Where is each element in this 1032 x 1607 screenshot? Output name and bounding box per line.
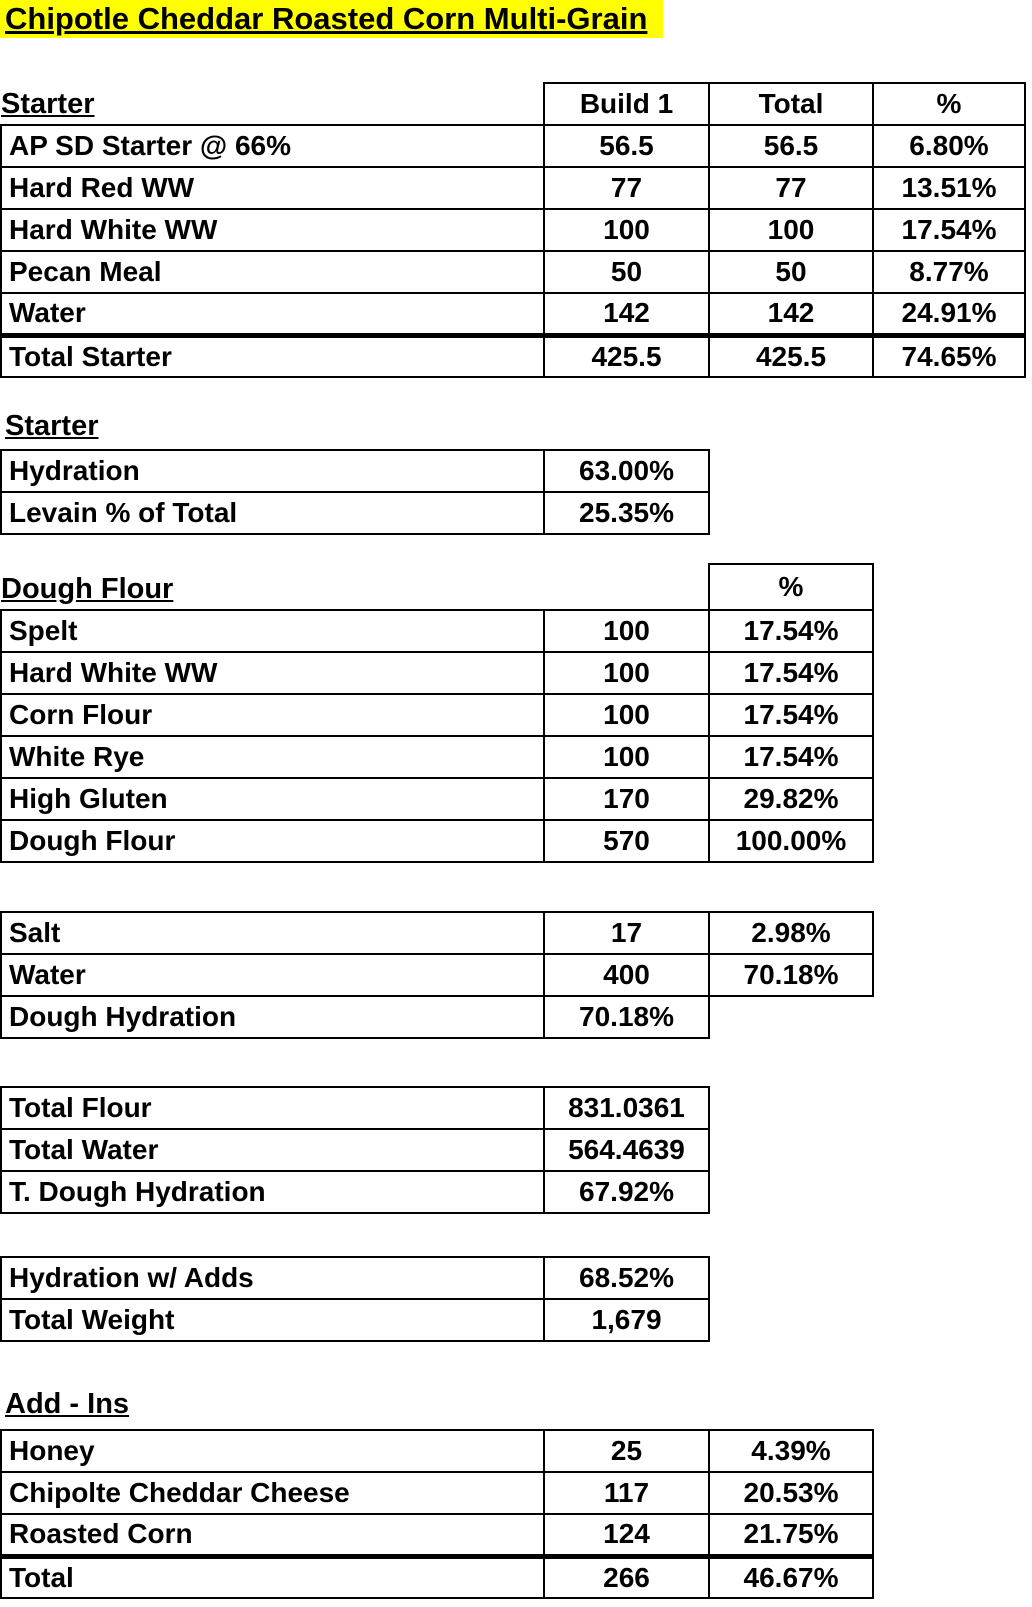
ingredient-label: Hard White WW: [1, 209, 544, 251]
amount-value: 400: [544, 954, 709, 996]
build1-value: 50: [544, 251, 709, 293]
amount-value: 117: [544, 1472, 709, 1514]
table-row: [1, 1514, 873, 1556]
column-header-pct: %: [873, 83, 1025, 125]
column-header-build1: Build 1: [544, 83, 709, 125]
add-ins-table: [0, 1429, 874, 1599]
stat-value: 1,679: [544, 1299, 709, 1341]
stat-value: 63.00%: [544, 450, 709, 492]
table-row: [1, 694, 873, 736]
stat-label: Hydration w/ Adds: [1, 1257, 544, 1299]
ingredient-label: Salt: [1, 912, 544, 954]
stat-value: 70.18%: [544, 996, 709, 1038]
ingredient-label: Hard White WW: [1, 652, 544, 694]
stat-value: 25.35%: [544, 492, 709, 534]
pct-value: 17.54%: [709, 736, 873, 778]
table-row: [1, 912, 873, 954]
pct-value: 70.18%: [709, 954, 873, 996]
column-header-total: Total: [709, 83, 873, 125]
table-row: [1, 1171, 709, 1213]
table-row: [1, 125, 1025, 167]
build1-value: 100: [544, 209, 709, 251]
table-row: [1, 610, 873, 652]
stat-value: 68.52%: [544, 1257, 709, 1299]
stat-value: 831.0361: [544, 1087, 709, 1129]
ingredient-label: Pecan Meal: [1, 251, 544, 293]
totals-table: [0, 1086, 710, 1214]
amount-value: 124: [544, 1514, 709, 1556]
amount-value: 170: [544, 778, 709, 820]
pct-value: 29.82%: [709, 778, 873, 820]
pct-value: 2.98%: [709, 912, 873, 954]
ingredient-label: AP SD Starter @ 66%: [1, 125, 544, 167]
build1-value: 425.5: [544, 335, 709, 377]
total-value: 56.5: [709, 125, 873, 167]
ingredient-label: White Rye: [1, 736, 544, 778]
ingredient-label: Dough Flour: [1, 820, 544, 862]
amount-value: 100: [544, 610, 709, 652]
spacer-cell: [709, 996, 873, 1038]
table-row: [1, 954, 873, 996]
table-row: [1, 251, 1025, 293]
table-row: [1, 820, 873, 862]
total-value: 100: [709, 209, 873, 251]
section-heading-add-ins: Add - Ins: [5, 1388, 130, 1420]
table-header-row: [1, 83, 1025, 125]
total-value: 142: [709, 293, 873, 335]
pct-value: 74.65%: [873, 335, 1025, 377]
section-heading-starter: Starter: [5, 410, 99, 442]
add-ins-total-row: [1, 1556, 873, 1598]
pct-value: 21.75%: [709, 1514, 873, 1556]
table-row: [1, 1472, 873, 1514]
ingredient-label: Chipolte Cheddar Cheese: [1, 1472, 544, 1514]
amount-value: 266: [544, 1556, 709, 1598]
table-header-row: [1, 564, 873, 610]
section-heading-dough-flour: Dough Flour: [1, 573, 174, 605]
total-value: 50: [709, 251, 873, 293]
build1-value: 56.5: [544, 125, 709, 167]
pct-value: 100.00%: [709, 820, 873, 862]
total-starter-row: [1, 335, 1025, 377]
ingredient-label: Honey: [1, 1430, 544, 1472]
table-row: [1, 1087, 709, 1129]
stat-label: T. Dough Hydration: [1, 1171, 544, 1213]
pct-value: 46.67%: [709, 1556, 873, 1598]
table-row: [1, 1299, 709, 1341]
table-row: [1, 1129, 709, 1171]
starter-build-heading: [1, 83, 544, 125]
total-value: 425.5: [709, 335, 873, 377]
ingredient-label: Hard Red WW: [1, 167, 544, 209]
table-row: [1, 167, 1025, 209]
pct-value: 24.91%: [873, 293, 1025, 335]
stat-value: 67.92%: [544, 1171, 709, 1213]
weight-table: [0, 1256, 710, 1342]
pct-value: 20.53%: [709, 1472, 873, 1514]
column-header-pct: %: [709, 564, 873, 610]
dough-flour-heading: [1, 564, 544, 610]
table-row: [1, 293, 1025, 335]
total-value: 77: [709, 167, 873, 209]
dough-hydration-row: [1, 996, 873, 1038]
stat-label: Total Water: [1, 1129, 544, 1171]
stat-label: Levain % of Total: [1, 492, 544, 534]
pct-value: 4.39%: [709, 1430, 873, 1472]
table-row: [1, 736, 873, 778]
dough-flour-table: [0, 563, 874, 863]
stat-label: Total Weight: [1, 1299, 544, 1341]
table-row: [1, 492, 709, 534]
ingredient-label: High Gluten: [1, 778, 544, 820]
table-row: [1, 1430, 873, 1472]
stat-value: 564.4639: [544, 1129, 709, 1171]
pct-value: 17.54%: [709, 652, 873, 694]
total-label: Total: [1, 1556, 544, 1598]
table-row: [1, 1257, 709, 1299]
ingredient-label: Roasted Corn: [1, 1514, 544, 1556]
pct-value: 6.80%: [873, 125, 1025, 167]
ingredient-label: Corn Flour: [1, 694, 544, 736]
amount-value: 100: [544, 694, 709, 736]
total-label: Total Starter: [1, 335, 544, 377]
pct-value: 8.77%: [873, 251, 1025, 293]
ingredient-label: Spelt: [1, 610, 544, 652]
ingredient-label: Water: [1, 954, 544, 996]
ingredient-label: Water: [1, 293, 544, 335]
amount-value: 17: [544, 912, 709, 954]
table-row: [1, 778, 873, 820]
pct-value: 17.54%: [709, 694, 873, 736]
build1-value: 142: [544, 293, 709, 335]
amount-value: 25: [544, 1430, 709, 1472]
page-title: Chipotle Cheddar Roasted Corn Multi-Grain: [0, 0, 663, 38]
pct-value: 17.54%: [873, 209, 1025, 251]
starter-build-table: [0, 82, 1026, 378]
pct-value: 13.51%: [873, 167, 1025, 209]
amount-value: 100: [544, 736, 709, 778]
spacer-cell: [544, 564, 709, 610]
starter-stats-table: [0, 449, 710, 535]
table-row: [1, 652, 873, 694]
stat-label: Hydration: [1, 450, 544, 492]
stat-label: Dough Hydration: [1, 996, 544, 1038]
stat-label: Total Flour: [1, 1087, 544, 1129]
build1-value: 77: [544, 167, 709, 209]
pct-value: 17.54%: [709, 610, 873, 652]
amount-value: 100: [544, 652, 709, 694]
table-row: [1, 450, 709, 492]
salt-water-table: [0, 911, 874, 1039]
table-row: [1, 209, 1025, 251]
section-heading-starter-build: Starter: [1, 88, 95, 120]
amount-value: 570: [544, 820, 709, 862]
